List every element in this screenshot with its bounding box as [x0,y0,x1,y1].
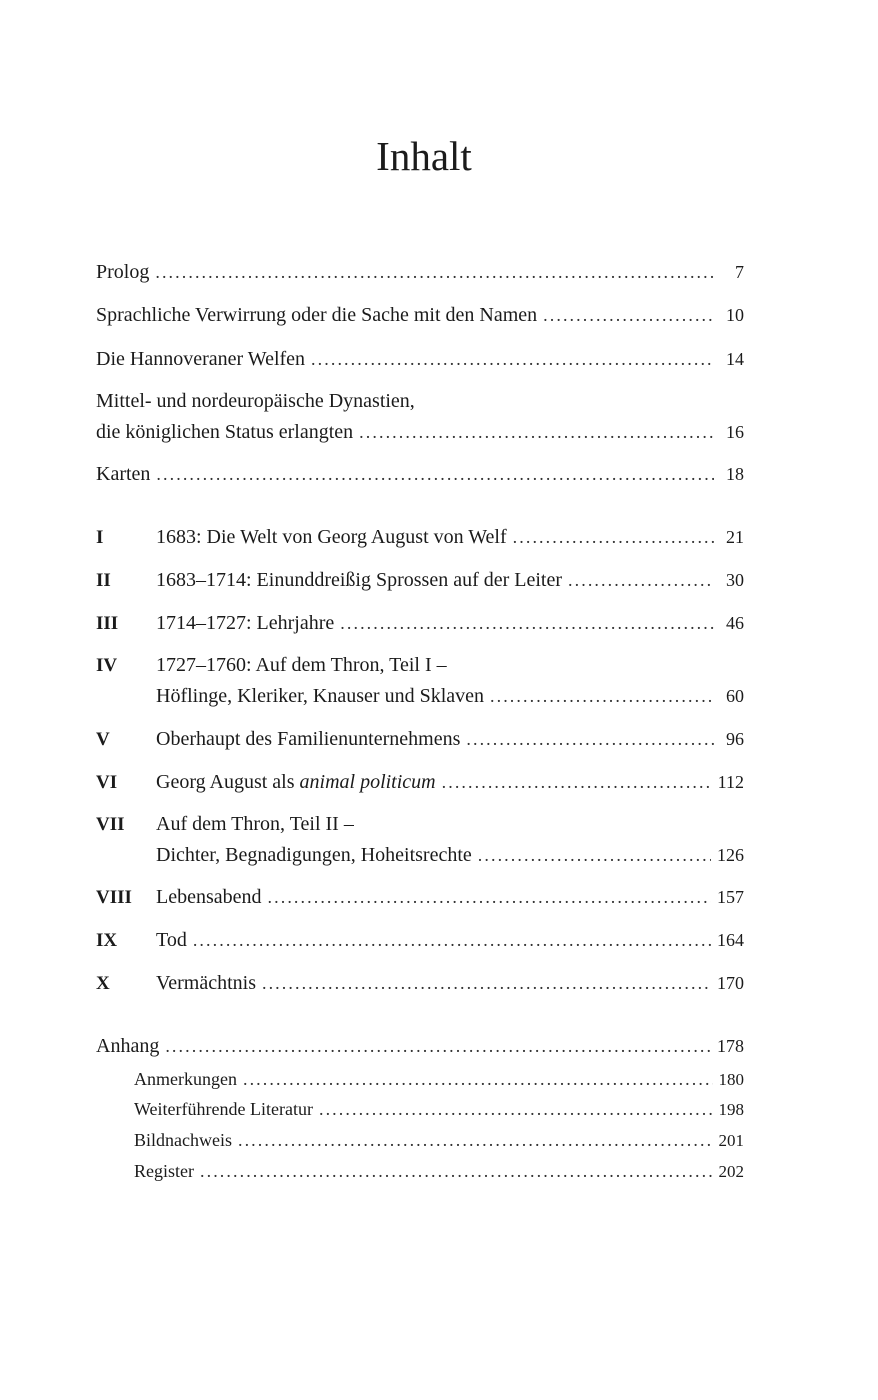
chapter-number: V [96,729,110,750]
chapter-number: VII [96,814,125,835]
page-number: 112 [717,772,744,792]
dot-leader [238,1125,713,1155]
entry-title: Weiterführende Literatur [134,1099,313,1119]
toc-entry-register[interactable] [134,1156,744,1186]
page-number: 126 [717,845,744,865]
entry-title-line1: Auf dem Thron, Teil II – [156,813,354,835]
entry-title: Sprachliche Verwirrung oder die Sache mit den Namen [96,304,538,326]
page-number: 7 [735,262,744,282]
page-number: 10 [726,305,744,325]
entry-title: Vermächtnis [156,972,256,994]
entry-title: 1683: Die Welt von Georg August von Welf [156,526,507,548]
entry-title: Dichter, Begnadigungen, Hoheitsrechte [156,844,472,866]
entry-title-prefix: Georg August als [156,771,300,793]
page-number: 164 [717,930,744,950]
dot-leader [490,681,714,711]
dot-leader [262,968,711,998]
chapter-number: I [96,527,104,548]
toc-entry-karten[interactable] [96,459,744,489]
entry-title-italic: animal politicum [299,771,436,793]
dot-leader [359,417,714,447]
toc-chapter-3[interactable] [96,608,744,638]
toc-chapter-2[interactable] [96,565,744,595]
entry-title: 1683–1714: Einunddreißig Sprossen auf der Leiter [156,569,563,591]
toc-chapter-4-line1 [96,650,744,680]
toc-chapter-7-line1 [96,809,744,839]
entry-title: Die Hannoveraner Welfen [96,348,306,370]
page-number: 198 [718,1100,744,1119]
chapter-number: II [96,570,111,591]
chapter-number: X [96,973,110,994]
toc-entry-prolog[interactable] [96,257,744,287]
page-number: 178 [717,1036,744,1056]
toc-chapter-9[interactable] [96,925,744,955]
entry-title: Prolog [96,261,150,283]
entry-title-line1: 1727–1760: Auf dem Thron, Teil I – [156,654,447,676]
page-number: 16 [726,422,744,442]
toc-chapter-10[interactable] [96,968,744,998]
page-number: 18 [726,464,744,484]
dot-leader [442,767,712,797]
chapter-number: IX [96,930,118,951]
page-number: 170 [717,973,744,993]
toc-entry-literatur[interactable] [134,1094,744,1124]
chapter-number: VI [96,772,118,793]
page-number: 46 [726,613,744,633]
toc-entry-bildnachweis[interactable] [134,1125,744,1155]
entry-title: Anmerkungen [134,1069,237,1089]
toc-chapter-7[interactable] [96,840,744,870]
chapter-number: VIII [96,887,132,908]
entry-title: Karten [96,463,151,485]
dot-leader [165,1031,711,1061]
dot-leader [311,344,714,374]
dot-leader [319,1094,713,1124]
dot-leader [193,925,711,955]
toc-entry-hannoveraner-welfen[interactable] [96,344,744,374]
dot-leader [543,300,714,330]
page-title: Inhalt [376,133,472,179]
dot-leader [156,459,714,489]
page-number: 60 [726,686,744,706]
toc-chapter-1[interactable] [96,522,744,552]
entry-title: Tod [156,929,187,951]
page-number: 201 [718,1131,744,1150]
toc-entry-anmerkungen[interactable] [134,1064,744,1094]
dot-leader [155,257,714,287]
page-number: 202 [718,1162,744,1181]
toc-entry-sprachliche-verwirrung[interactable] [96,300,744,330]
entry-title: Lebensabend [156,886,262,908]
dot-leader [568,565,714,595]
page-number: 21 [726,527,744,547]
entry-title: Oberhaupt des Familienunternehmens [156,728,461,750]
entry-title: Höflinge, Kleriker, Knauser und Sklaven [156,685,484,707]
entry-title [156,767,436,797]
page-number: 30 [726,570,744,590]
entry-title: die königlichen Status erlangten [96,421,354,443]
toc-entry-anhang[interactable] [96,1031,744,1061]
entry-title: Register [134,1161,194,1181]
page-number: 14 [726,349,744,369]
entry-title: Anhang [96,1035,160,1057]
page-number: 157 [717,887,744,907]
chapter-number: IV [96,655,118,676]
dot-leader [200,1156,713,1186]
dot-leader [513,522,714,552]
dot-leader [243,1064,713,1094]
dot-leader [340,608,714,638]
chapter-number: III [96,613,119,634]
toc-chapter-8[interactable] [96,882,744,912]
entry-title: 1714–1727: Lehrjahre [156,612,335,634]
dot-leader [268,882,711,912]
toc-chapter-4[interactable] [96,681,744,711]
page-number: 96 [726,729,744,749]
toc-chapter-5[interactable] [96,724,744,754]
dot-leader [466,724,714,754]
toc-chapter-6[interactable] [96,767,744,797]
toc-entry-dynastien[interactable] [96,417,744,447]
entry-title: Bildnachweis [134,1130,232,1150]
dot-leader [478,840,711,870]
entry-title-line1: Mittel- und nordeuropäische Dynastien, [96,390,415,412]
page-number: 180 [718,1070,744,1089]
